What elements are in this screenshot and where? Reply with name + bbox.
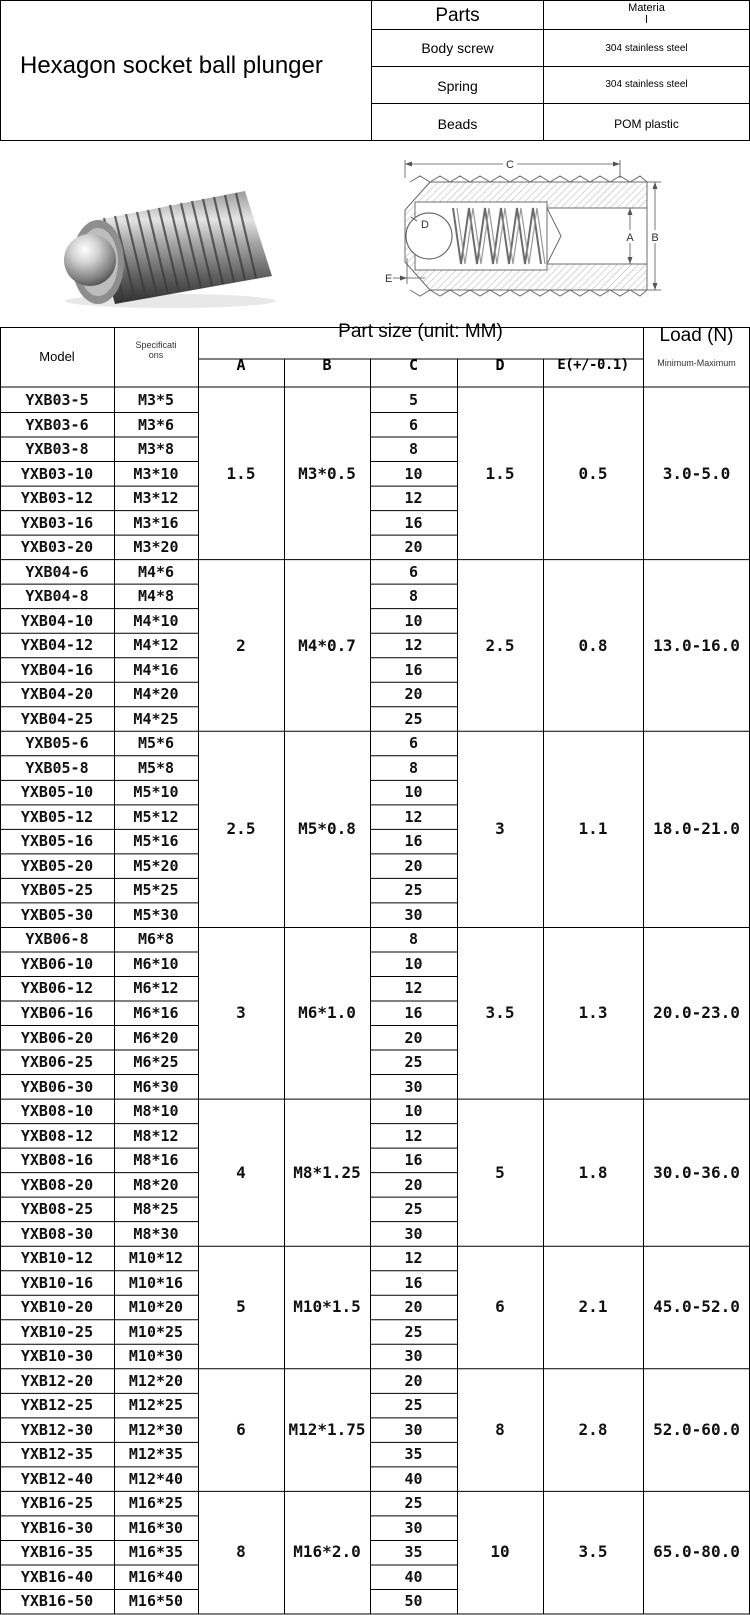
model-cell: YXB06-16	[20, 1004, 94, 1022]
c-cell: 8	[408, 440, 419, 459]
dim-label-b: B	[651, 232, 659, 244]
c-cell: 10	[404, 954, 423, 973]
spec-cell: M16*50	[128, 1592, 184, 1611]
spec-cell: M8*30	[133, 1224, 179, 1243]
spec-cell: M3*5	[137, 391, 175, 409]
d-cell: 1.5	[485, 464, 515, 483]
c-cell: 30	[404, 1347, 423, 1366]
spec-cell: M6*16	[133, 1004, 179, 1022]
dim-label-d: D	[421, 219, 429, 231]
spec-cell: M5*25	[133, 881, 179, 900]
b-cell: M10*1.5	[293, 1297, 361, 1317]
spec-cell: M3*6	[137, 415, 175, 434]
spec-cell: M12*40	[128, 1469, 184, 1488]
c-cell: 8	[408, 758, 419, 777]
part-beads: Beads	[437, 116, 478, 132]
spec-cell: M6*10	[133, 954, 179, 973]
c-cell: 20	[404, 1028, 423, 1047]
a-cell: 4	[236, 1163, 246, 1183]
spec-cell: M5*6	[137, 734, 175, 753]
col-head-c: C	[408, 356, 419, 374]
model-cell: YXB16-30	[20, 1518, 94, 1537]
spec-cell: M8*20	[133, 1175, 179, 1194]
model-cell: YXB10-25	[20, 1322, 94, 1341]
c-cell: 8	[408, 587, 419, 606]
model-cell: YXB03-20	[20, 538, 94, 557]
product-photo	[60, 186, 275, 311]
spec-cell: M4*10	[133, 611, 179, 630]
c-cell: 35	[404, 1543, 423, 1562]
e-cell: 0.5	[578, 464, 608, 483]
spec-cell: M3*12	[133, 489, 179, 508]
a-cell: 5	[236, 1297, 246, 1317]
model-cell: YXB04-25	[20, 709, 94, 728]
model-cell: YXB03-5	[25, 391, 89, 409]
model-cell: YXB06-25	[20, 1053, 94, 1072]
col-head-a: A	[236, 356, 246, 374]
spec-cell: M16*25	[128, 1494, 184, 1513]
model-cell: YXB10-20	[20, 1298, 94, 1317]
material-spring: 304 stainless steel	[605, 79, 688, 90]
spec-cell: M16*40	[128, 1567, 184, 1586]
spec-cell: M4*16	[133, 660, 179, 679]
spec-cell: M8*10	[133, 1102, 179, 1121]
c-cell: 25	[404, 1494, 423, 1513]
a-cell: 2.5	[226, 819, 256, 839]
c-cell: 25	[404, 1322, 423, 1341]
material-body-screw: 304 stainless steel	[605, 43, 688, 54]
spec-cell: M8*16	[133, 1151, 179, 1170]
spec-cell: M12*25	[128, 1396, 184, 1415]
spec-cell: M5*8	[137, 758, 175, 777]
header-block	[0, 0, 750, 141]
a-cell: 3	[236, 1003, 246, 1023]
spec-cell: M5*30	[133, 905, 179, 924]
model-cell: YXB05-25	[20, 881, 94, 900]
d-cell: 10	[490, 1542, 510, 1562]
b-cell: M6*1.0	[298, 1003, 356, 1023]
col-head-e: E(+/-0.1)	[557, 357, 629, 373]
model-cell: YXB05-6	[25, 734, 89, 753]
c-cell: 10	[404, 783, 423, 802]
spec-cell: M3*20	[133, 538, 179, 557]
spec-cell: M8*12	[133, 1126, 179, 1145]
c-cell: 20	[404, 685, 423, 704]
model-cell: YXB16-50	[20, 1592, 94, 1611]
spec-cell: M6*20	[133, 1028, 179, 1047]
model-cell: YXB03-12	[20, 489, 94, 508]
c-cell: 12	[404, 979, 423, 998]
c-cell: 16	[404, 1151, 423, 1170]
model-cell: YXB04-10	[20, 611, 94, 630]
model-cell: YXB12-25	[20, 1396, 94, 1415]
dim-label-c: C	[506, 159, 514, 171]
col-head-specifications: Specificati ons	[135, 340, 177, 360]
e-cell: 0.8	[578, 635, 608, 655]
model-cell: YXB03-8	[25, 440, 89, 459]
model-cell: YXB06-30	[20, 1077, 94, 1096]
model-cell: YXB03-6	[25, 415, 89, 434]
spec-cell: M4*8	[137, 587, 175, 606]
c-cell: 40	[404, 1469, 423, 1488]
c-cell: 12	[404, 489, 423, 508]
c-cell: 16	[404, 660, 423, 679]
b-cell: M8*1.25	[293, 1163, 361, 1183]
dim-label-e: E	[385, 273, 393, 285]
model-cell: YXB03-10	[20, 464, 94, 483]
c-cell: 10	[404, 1102, 423, 1121]
spec-cell: M4*12	[133, 636, 179, 655]
model-cell: YXB08-16	[20, 1151, 94, 1170]
a-cell: 6	[236, 1419, 246, 1439]
e-cell: 1.3	[578, 1003, 608, 1023]
e-cell: 2.8	[578, 1419, 608, 1439]
c-cell: 12	[404, 636, 423, 655]
model-cell: YXB08-10	[20, 1102, 94, 1121]
d-cell: 5	[495, 1163, 505, 1183]
material-beads: POM plastic	[614, 117, 679, 131]
model-cell: YXB04-8	[25, 587, 89, 606]
model-cell: YXB05-8	[25, 758, 89, 777]
spec-cell: M10*16	[128, 1273, 184, 1292]
model-cell: YXB03-16	[20, 513, 94, 532]
spec-cell: M4*6	[137, 562, 175, 581]
model-cell: YXB12-40	[20, 1469, 94, 1488]
c-cell: 6	[408, 415, 419, 434]
load-cell: 18.0-21.0	[653, 819, 740, 839]
load-cell: 13.0-16.0	[653, 635, 740, 655]
c-cell: 30	[404, 1224, 423, 1243]
model-cell: YXB12-20	[20, 1371, 94, 1390]
part-body-screw: Body screw	[421, 40, 494, 56]
spec-cell: M10*30	[128, 1347, 184, 1366]
c-cell: 6	[408, 734, 419, 753]
spec-cell: M16*35	[128, 1543, 184, 1562]
model-cell: YXB16-35	[20, 1543, 94, 1562]
model-cell: YXB05-12	[20, 807, 94, 826]
c-cell: 30	[404, 1518, 423, 1537]
model-cell: YXB04-16	[20, 660, 94, 679]
spec-cell: M6*12	[133, 979, 179, 998]
model-cell: YXB10-12	[20, 1249, 94, 1268]
model-cell: YXB05-30	[20, 905, 94, 924]
model-cell: YXB10-16	[20, 1273, 94, 1292]
model-cell: YXB04-12	[20, 636, 94, 655]
spec-cell: M6*30	[133, 1077, 179, 1096]
c-cell: 25	[404, 1396, 423, 1415]
c-cell: 20	[404, 1298, 423, 1317]
c-cell: 35	[404, 1445, 423, 1464]
e-cell: 1.8	[578, 1163, 608, 1183]
product-title: Hexagon socket ball plunger	[20, 52, 323, 79]
spec-cell: M12*30	[128, 1420, 184, 1439]
technical-drawing	[385, 150, 685, 310]
load-cell: 3.0-5.0	[662, 464, 731, 483]
d-cell: 3	[495, 819, 505, 839]
d-cell: 2.5	[485, 635, 515, 655]
spec-cell: M5*20	[133, 856, 179, 875]
c-cell: 16	[404, 1273, 423, 1292]
c-cell: 6	[408, 562, 419, 581]
c-cell: 10	[404, 611, 423, 630]
dim-label-a: A	[626, 232, 634, 244]
model-cell: YXB04-20	[20, 685, 94, 704]
model-cell: YXB12-30	[20, 1420, 94, 1439]
b-cell: M16*2.0	[293, 1542, 361, 1562]
size-table	[0, 321, 750, 1615]
d-cell: 3.5	[485, 1003, 515, 1023]
e-cell: 3.5	[578, 1542, 608, 1562]
spec-cell: M6*8	[137, 930, 175, 949]
spec-cell: M4*25	[133, 709, 179, 728]
model-cell: YXB05-10	[20, 783, 94, 802]
model-cell: YXB16-40	[20, 1567, 94, 1586]
load-cell: 20.0-23.0	[653, 1003, 740, 1023]
c-cell: 25	[404, 881, 423, 900]
spec-cell: M4*20	[133, 685, 179, 704]
a-cell: 1.5	[226, 464, 256, 483]
material-heading: Materia l	[628, 2, 665, 26]
spec-cell: M5*10	[133, 783, 179, 802]
c-cell: 12	[404, 1249, 423, 1268]
b-cell: M12*1.75	[288, 1419, 366, 1439]
spec-cell: M6*25	[133, 1053, 179, 1072]
model-cell: YXB06-10	[20, 954, 94, 973]
spec-cell: M5*12	[133, 807, 179, 826]
model-cell: YXB08-25	[20, 1200, 94, 1219]
c-cell: 30	[404, 1420, 423, 1439]
spec-cell: M10*12	[128, 1249, 184, 1268]
c-cell: 25	[404, 1053, 423, 1072]
c-cell: 20	[404, 1371, 423, 1390]
e-cell: 1.1	[578, 819, 608, 839]
model-cell: YXB06-20	[20, 1028, 94, 1047]
c-cell: 12	[404, 1126, 423, 1145]
spec-cell: M5*16	[133, 832, 179, 851]
load-cell: 52.0-60.0	[653, 1419, 740, 1439]
model-cell: YXB12-35	[20, 1445, 94, 1464]
c-cell: 8	[408, 930, 419, 949]
model-cell: YXB08-20	[20, 1175, 94, 1194]
spec-cell: M8*25	[133, 1200, 179, 1219]
b-cell: M5*0.8	[298, 819, 356, 839]
model-cell: YXB10-30	[20, 1347, 94, 1366]
c-cell: 30	[404, 905, 423, 924]
col-head-part-size: Part size (unit: MM)	[338, 321, 503, 342]
model-cell: YXB08-30	[20, 1224, 94, 1243]
spec-cell: M12*35	[128, 1445, 184, 1464]
model-cell: YXB06-8	[25, 930, 89, 949]
a-cell: 8	[236, 1542, 246, 1562]
c-cell: 10	[404, 464, 423, 483]
c-cell: 40	[404, 1567, 423, 1586]
c-cell: 20	[404, 1175, 423, 1194]
load-cell: 65.0-80.0	[653, 1542, 740, 1562]
c-cell: 25	[404, 709, 423, 728]
model-cell: YXB06-12	[20, 979, 94, 998]
part-spring: Spring	[437, 78, 478, 94]
c-cell: 20	[404, 856, 423, 875]
model-cell: YXB08-12	[20, 1126, 94, 1145]
d-cell: 8	[495, 1419, 505, 1439]
d-cell: 6	[495, 1297, 505, 1317]
c-cell: 12	[404, 807, 423, 826]
col-head-d: D	[495, 356, 505, 374]
spec-cell: M10*20	[128, 1298, 184, 1317]
c-cell: 16	[404, 1004, 423, 1022]
c-cell: 50	[404, 1592, 423, 1611]
model-cell: YXB05-20	[20, 856, 94, 875]
col-head-load-sub: Minimum-Maximum	[657, 358, 736, 368]
c-cell: 5	[408, 391, 419, 409]
col-head-model: Model	[39, 349, 75, 364]
model-cell: YXB04-6	[25, 562, 89, 581]
c-cell: 25	[404, 1200, 423, 1219]
spec-cell: M3*16	[133, 513, 179, 532]
spec-cell: M3*8	[137, 440, 175, 459]
b-cell: M3*0.5	[298, 464, 356, 483]
e-cell: 2.1	[578, 1297, 608, 1317]
load-cell: 45.0-52.0	[653, 1297, 740, 1317]
col-head-load: Load (N)	[659, 325, 734, 346]
spec-cell: M10*25	[128, 1322, 184, 1341]
b-cell: M4*0.7	[298, 635, 356, 655]
a-cell: 2	[236, 635, 246, 655]
spec-cell: M16*30	[128, 1518, 184, 1537]
parts-heading: Parts	[435, 5, 480, 26]
spec-cell: M3*10	[133, 464, 179, 483]
spec-cell: M12*20	[128, 1371, 184, 1390]
model-cell: YXB05-16	[20, 832, 94, 851]
model-cell: YXB16-25	[20, 1494, 94, 1513]
load-cell: 30.0-36.0	[653, 1163, 740, 1183]
c-cell: 16	[404, 513, 423, 532]
c-cell: 30	[404, 1077, 423, 1096]
c-cell: 20	[404, 538, 423, 557]
col-head-b: B	[322, 356, 332, 374]
c-cell: 16	[404, 832, 423, 851]
